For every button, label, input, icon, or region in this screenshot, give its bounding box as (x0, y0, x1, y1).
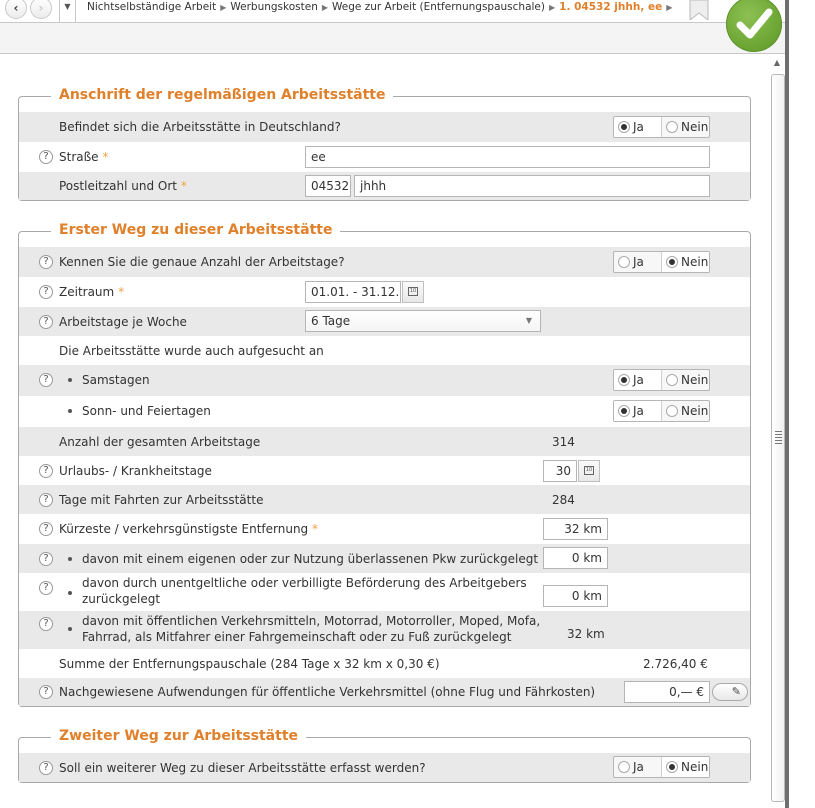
radio-label: Ja (633, 373, 644, 387)
row-vacation-sick (19, 456, 750, 485)
by-employer-input[interactable]: 0 km (543, 585, 608, 607)
bullet-icon (68, 557, 72, 561)
help-icon[interactable]: ? (39, 617, 53, 631)
field-label (59, 522, 318, 536)
field-label: Arbeitstage je Woche (59, 315, 187, 329)
toolbar (0, 23, 787, 54)
row-days-per-week (19, 307, 750, 336)
know-days-radio-group (613, 251, 710, 273)
commute-days-value: 284 (552, 493, 575, 507)
days-per-week-select[interactable] (305, 310, 541, 332)
row-distance (19, 514, 750, 544)
label-text: Postleitzahl und Ort (59, 179, 177, 193)
help-icon[interactable]: ? (39, 150, 53, 164)
back-button[interactable] (5, 0, 27, 19)
radio-label: Ja (633, 120, 644, 134)
radio-label: Nein (681, 760, 709, 774)
sum-value: 2.726,40 € (643, 657, 708, 671)
radio-ja[interactable] (614, 252, 661, 272)
street-input[interactable]: ee (305, 146, 710, 168)
label-text: Zeitraum (59, 285, 115, 299)
field-label: Anzahl der gesamten Arbeitstage (59, 435, 261, 449)
breadcrumb-item[interactable]: Nichtselbständige Arbeit (87, 1, 217, 13)
radio-ja[interactable] (614, 117, 661, 137)
row-street (19, 142, 750, 172)
field-label: davon mit einem eigenen oder zur Nutzung überlassenen Pkw zurückgelegt (82, 552, 539, 566)
required-marker: * (180, 179, 187, 193)
field-label: Die Arbeitsstätte wurde auch aufgesucht an (59, 344, 324, 358)
navigation-bar (0, 0, 787, 23)
help-icon[interactable]: ? (39, 493, 53, 507)
help-icon[interactable]: ? (39, 285, 53, 299)
calendar-icon: 10 (585, 467, 593, 473)
scroll-up-icon[interactable]: ▲ (773, 58, 781, 67)
radio-nein[interactable] (661, 252, 709, 272)
row-zip-city (19, 172, 750, 200)
breadcrumb-item[interactable]: Werbungskosten (230, 1, 318, 13)
field-label: Nachgewiesene Aufwendungen für öffentliche Verkehrsmittel (ohne Flug und Fährkosten) (59, 685, 596, 699)
row-in-germany (19, 112, 750, 142)
zip-input[interactable]: 04532 (305, 175, 351, 197)
label-text: Straße (59, 150, 99, 164)
help-icon[interactable]: ? (39, 464, 53, 478)
radio-label: Ja (633, 404, 644, 418)
radio-ja[interactable] (614, 401, 661, 421)
select-value: 6 Tage (311, 314, 351, 328)
field-label: Befindet sich die Arbeitsstätte in Deutschland? (59, 120, 341, 134)
saturdays-radio-group (613, 369, 710, 391)
checkmark-icon (726, 0, 782, 52)
period-input[interactable]: 01.01. - 31.12. (305, 281, 401, 303)
radio-unchecked-icon (618, 761, 630, 773)
field-label: Samstagen (82, 373, 150, 387)
help-icon[interactable]: ? (39, 581, 53, 595)
city-input[interactable]: jhhh (354, 175, 710, 197)
section-title: Anschrift der regelmäßigen Arbeitsstätte (51, 87, 393, 103)
bullet-icon (68, 627, 72, 631)
radio-label: Nein (681, 120, 709, 134)
breadcrumb (87, 0, 676, 14)
radio-checked-icon (666, 256, 678, 268)
field-label-line2: Fahrrad, als Mitfahrer einer Fahrgemeinschaft oder zu Fuß zurückgelegt (82, 630, 512, 644)
radio-unchecked-icon (666, 121, 678, 133)
help-icon[interactable]: ? (39, 552, 53, 566)
row-add-another (19, 753, 750, 782)
radio-checked-icon (618, 121, 630, 133)
field-label (59, 150, 108, 164)
pencil-icon: ✎ (731, 685, 741, 698)
radio-label: Ja (633, 760, 644, 774)
radio-nein[interactable] (661, 370, 709, 390)
radio-label: Nein (681, 373, 709, 387)
breadcrumb-separator-icon: ▶ (220, 3, 227, 12)
row-period (19, 277, 750, 307)
by-car-input[interactable]: 0 km (543, 547, 608, 569)
in-germany-radio-group (613, 116, 710, 138)
public-costs-input[interactable]: 0,— € (624, 681, 710, 703)
chevron-down-icon: ▼ (64, 2, 71, 11)
radio-unchecked-icon (666, 405, 678, 417)
help-icon[interactable]: ? (39, 255, 53, 269)
period-calendar-button[interactable] (402, 281, 424, 303)
section-second-route (18, 728, 751, 783)
breadcrumb-item[interactable]: Wege zur Arbeit (Entfernungspauschale) (332, 1, 545, 13)
distance-input[interactable]: 32 km (543, 518, 608, 540)
help-icon[interactable]: ? (39, 315, 53, 329)
add-another-radio-group (613, 756, 710, 778)
vacation-sick-input[interactable]: 30 (543, 460, 577, 482)
chevron-down-icon: ▼ (525, 316, 532, 325)
vacation-calendar-button[interactable] (578, 460, 600, 482)
forward-arrow-icon: › (38, 1, 44, 15)
bookmark-icon[interactable] (689, 0, 709, 20)
breadcrumb-separator-icon: ▶ (321, 3, 329, 12)
section-first-route (18, 222, 751, 707)
section-title: Zweiter Weg zur Arbeitsstätte (51, 728, 306, 744)
radio-unchecked-icon (666, 374, 678, 386)
label-text: Kürzeste / verkehrsgünstigste Entfernung (59, 522, 309, 536)
field-label (59, 285, 124, 299)
radio-ja[interactable] (614, 370, 661, 390)
row-total-days (19, 427, 750, 456)
radio-ja[interactable] (614, 757, 661, 777)
help-icon[interactable]: ? (39, 685, 53, 699)
row-public-costs (19, 678, 750, 706)
required-marker: * (118, 285, 125, 299)
help-icon[interactable]: ? (39, 522, 53, 536)
confirm-button[interactable] (726, 0, 782, 52)
radio-nein[interactable] (661, 757, 709, 777)
radio-nein[interactable] (661, 117, 709, 137)
row-by-public (19, 611, 750, 649)
scrollbar-thumb[interactable] (771, 74, 785, 802)
radio-checked-icon (618, 374, 630, 386)
grip-icon (775, 431, 782, 446)
required-marker: * (102, 150, 109, 164)
field-label: Urlaubs- / Krankheitstage (59, 464, 212, 478)
bullet-icon (68, 409, 72, 413)
calendar-icon: 10 (409, 288, 417, 294)
edit-button[interactable] (712, 683, 748, 701)
section-workplace-address (18, 87, 751, 201)
history-dropdown-button[interactable] (59, 0, 76, 22)
window-border (785, 0, 789, 808)
breadcrumb-separator-icon: ▶ (549, 3, 556, 12)
field-label: Kennen Sie die genaue Anzahl der Arbeitstage? (59, 255, 345, 269)
forward-button[interactable] (30, 0, 52, 19)
radio-nein[interactable] (661, 401, 709, 421)
radio-label: Ja (633, 255, 644, 269)
row-also-visited (19, 336, 750, 365)
row-sundays (19, 396, 750, 427)
field-label: Summe der Entfernungspauschale (284 Tage x 32 km x 0,30 €) (59, 657, 440, 671)
field-label-line2: zurückgelegt (82, 592, 161, 606)
breadcrumb-separator-icon: ▶ (666, 3, 673, 12)
field-label: Soll ein weiterer Weg zu dieser Arbeitsstätte erfasst werden? (59, 761, 426, 775)
bullet-icon (68, 591, 72, 595)
radio-unchecked-icon (618, 256, 630, 268)
help-icon[interactable]: ? (39, 373, 53, 387)
row-know-days (19, 247, 750, 277)
back-arrow-icon: ‹ (13, 1, 19, 15)
radio-checked-icon (618, 405, 630, 417)
help-icon[interactable]: ? (39, 761, 53, 775)
field-label: Tage mit Fahrten zur Arbeitsstätte (59, 493, 264, 507)
by-public-value: 32 km (567, 627, 605, 641)
sundays-radio-group (613, 400, 710, 422)
row-commute-days (19, 485, 750, 514)
row-by-car (19, 544, 750, 573)
radio-checked-icon (666, 761, 678, 773)
total-days-value: 314 (552, 435, 575, 449)
section-title: Erster Weg zu dieser Arbeitsstätte (51, 222, 340, 238)
field-label-line1: davon mit öffentlichen Verkehrsmitteln, Motorrad, Motorroller, Moped, Mofa, (82, 614, 541, 628)
radio-label: Nein (681, 404, 709, 418)
radio-label: Nein (681, 255, 709, 269)
required-marker: * (312, 522, 318, 536)
breadcrumb-current: 1. 04532 jhhh, ee (559, 1, 663, 13)
row-saturdays (19, 365, 750, 396)
field-label (59, 179, 187, 193)
row-by-employer (19, 573, 750, 611)
field-label: Sonn- und Feiertagen (82, 404, 211, 418)
bullet-icon (68, 378, 72, 382)
field-label-line1: davon durch unentgeltliche oder verbilligte Beförderung des Arbeitgebers (82, 576, 527, 590)
row-sum (19, 649, 750, 678)
